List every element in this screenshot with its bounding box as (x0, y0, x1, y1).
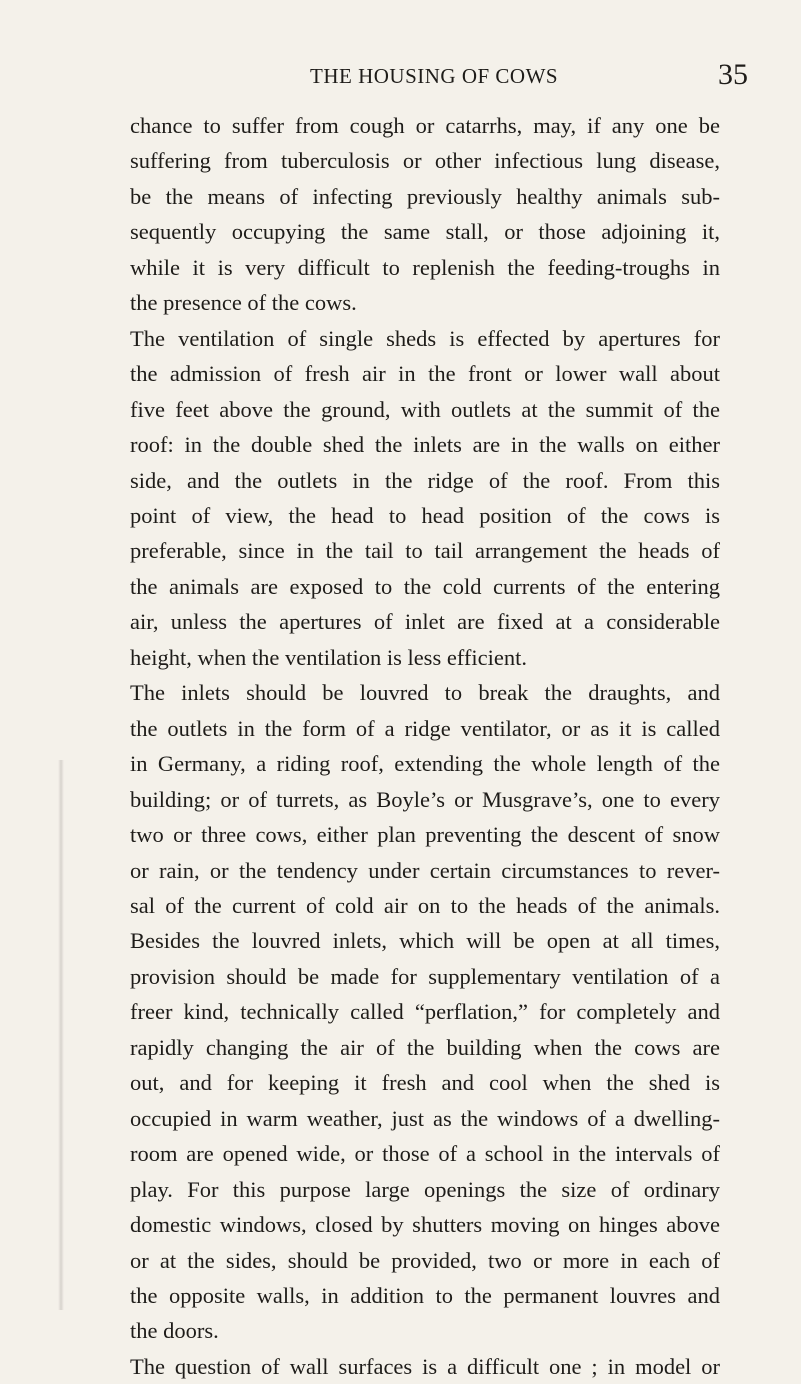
text-line: Besides the louvred inlets, which will be open at all times, (130, 928, 720, 954)
text-line: out, and for keeping it fresh and cool when the shed is (130, 1070, 720, 1096)
text-line: freer kind, technically called “perflation,” for completely and (130, 999, 720, 1025)
text-line: be the means of infecting previously healthy animals sub- (130, 183, 720, 209)
text-line: or rain, or the tendency under certain circumstances to rever- (130, 857, 720, 883)
text-line: chance to suffer from cough or catarrhs, may, if any one be (130, 113, 720, 138)
text-line: while it is very difficult to replenish the feeding-troughs in (130, 254, 720, 280)
text-line: air, unless the apertures of inlet are fixed at a considerable (130, 609, 720, 635)
text-line: sequently occupying the same stall, or those adjoining it, (130, 219, 720, 245)
body-text (130, 108, 720, 1384)
text-line: or at the sides, should be provided, two or more in each of (130, 1247, 720, 1273)
text-line: building; or of turrets, as Boyle’s or Musgrave’s, one to every (130, 786, 720, 812)
text-line: preferable, since in the tail to tail arrangement the heads of (130, 538, 720, 564)
running-head: THE HOUSING OF COWS (310, 64, 559, 88)
page-edge-shadow (58, 760, 64, 1310)
text-line: play. For this purpose large openings the size of ordinary (130, 1176, 720, 1202)
text-line: the outlets in the form of a ridge ventilator, or as it is called (130, 715, 720, 741)
text-line: The question of wall surfaces is a difficult one ; in model or (130, 1353, 720, 1379)
text-line: The inlets should be louvred to break the draughts, and (130, 680, 720, 706)
text-line: provision should be made for supplementary ventilation of a (130, 963, 720, 989)
text-line: the opposite walls, in addition to the permanent louvres and (130, 1282, 720, 1308)
text-line: suffering from tuberculosis or other infectious lung disease, (130, 148, 720, 174)
text-line: side, and the outlets in the ridge of the roof. From this (130, 467, 720, 493)
text-line: five feet above the ground, with outlets at the summit of the (130, 396, 720, 422)
text-line: two or three cows, either plan preventing the descent of snow (130, 822, 720, 848)
text-line: the animals are exposed to the cold currents of the entering (130, 573, 720, 599)
text-line: in Germany, a riding roof, extending the whole length of the (130, 751, 720, 777)
text-line: the doors. (130, 1318, 219, 1344)
page-number: 35 (718, 58, 748, 91)
text-line: point of view, the head to head position of the cows is (130, 502, 720, 528)
text-line: the presence of the cows. (130, 290, 357, 316)
text-line: domestic windows, closed by shutters moving on hinges above (130, 1212, 720, 1238)
text-line: sal of the current of cold air on to the heads of the animals. (130, 892, 720, 918)
page-header (0, 58, 801, 98)
text-line: the admission of fresh air in the front or lower wall about (130, 361, 720, 387)
text-line: height, when the ventilation is less efficient. (130, 644, 527, 670)
text-line: rapidly changing the air of the building when the cows are (130, 1034, 720, 1060)
text-line: roof: in the double shed the inlets are in the walls on either (130, 432, 720, 458)
text-line: occupied in warm weather, just as the windows of a dwelling- (130, 1105, 720, 1131)
text-line: room are opened wide, or those of a school in the intervals of (130, 1141, 720, 1167)
text-line: The ventilation of single sheds is effected by apertures for (130, 325, 720, 351)
